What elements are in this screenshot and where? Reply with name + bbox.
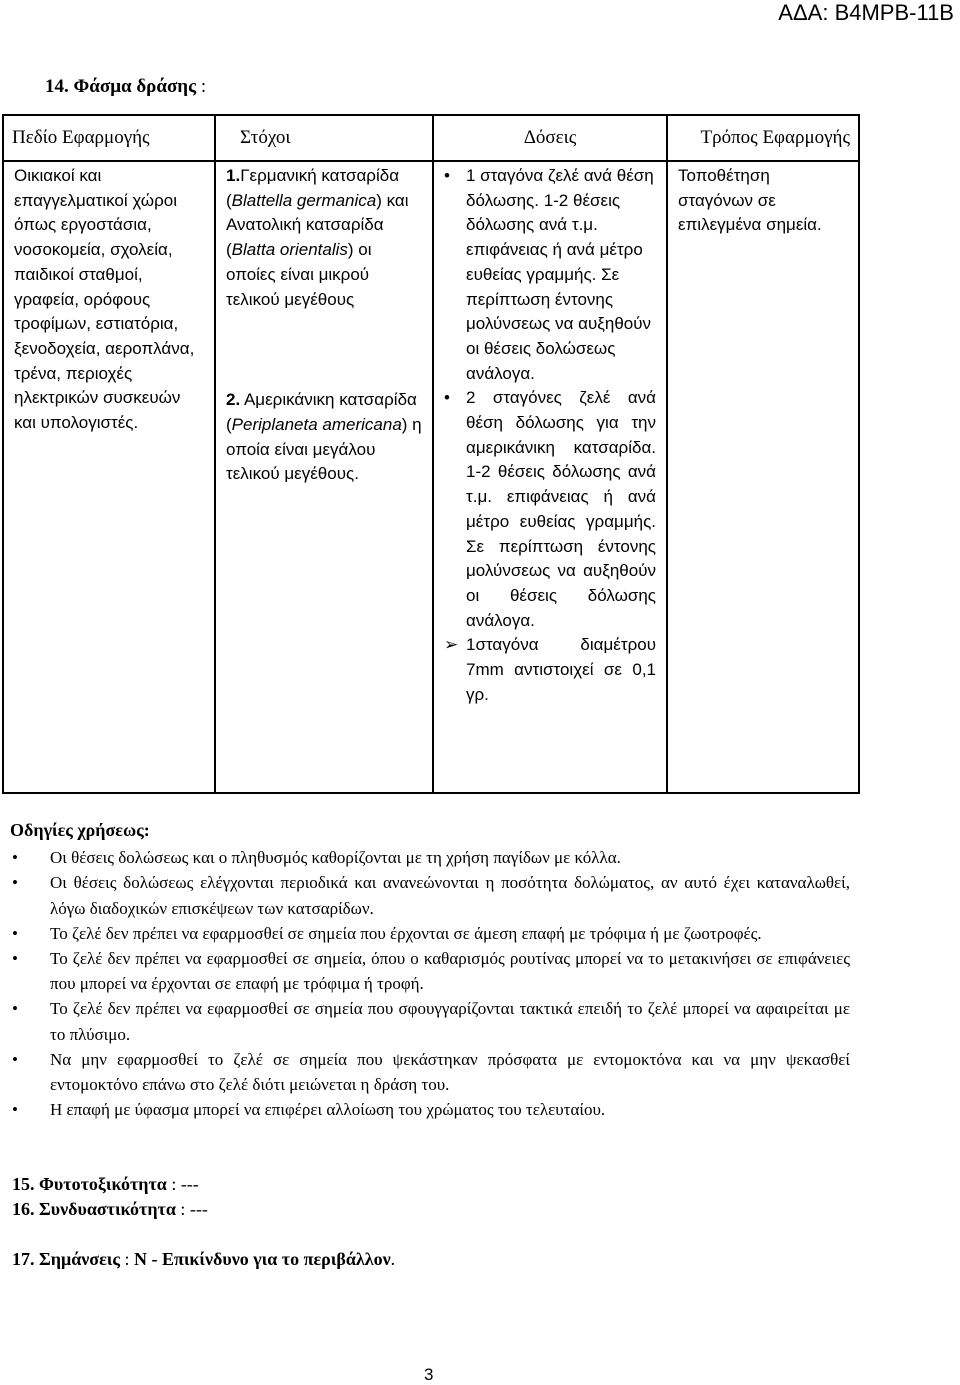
field-text: Οικιακοί και επαγγελματικοί χώροι όπως εργοστάσια, νοσοκομεία, σχολεία, παιδικοί σταθμοί, γραφεία, ορόφους τροφίμων, εστιατόρια, ξενοδοχεία, αεροπλάνα, τρένα, περιοχές ηλεκτρικών συσκευών και υπολογιστές.: [14, 166, 195, 433]
action-spectrum-table: [2, 114, 860, 794]
section-14-number: 14.: [45, 76, 69, 97]
section-14-colon: :: [200, 76, 207, 97]
usage-guidelines: [10, 818, 850, 1122]
list-item: • Η επαφή με ύφασμα μπορεί να επιφέρει αλλοίωση του χρώματος του τελευταίου.: [10, 1097, 850, 1122]
bullet-icon: •: [12, 1100, 18, 1120]
section-16: 16. Συνδυαστικότητα : ---: [12, 1199, 208, 1219]
list-item: • Να μην εφαρμοσθεί το ζελέ σε σημεία που ψεκάστηκαν πρόσφατα με εντομοκτόνα και να μην ψεκασθεί εντομοκτόνο επάνω στο ζελέ διότι μειώνεται η δράση του.: [10, 1047, 850, 1097]
bullet-icon: •: [12, 1049, 18, 1069]
target-1: 1.Γερμανική κατσαρίδα (Blattella germanica) και Ανατολική κατσαρίδα (Blatta orientalis) οι οποίες είναι μικρού τελικού μεγέθους: [226, 166, 409, 309]
header-doses: Δόσεις: [433, 115, 667, 161]
header-method: Τρόπος Εφαρμογής: [667, 115, 859, 161]
bullet-icon: •: [12, 873, 18, 893]
header-targets: Στόχοι: [215, 115, 433, 161]
header-field: Πεδίο Εφαρμογής: [3, 115, 215, 161]
bullet-icon: •: [444, 388, 450, 408]
arrow-bullet-icon: ➢: [444, 635, 459, 655]
targets-cell: [215, 161, 433, 793]
bullet-icon: •: [12, 949, 18, 969]
field-cell: [3, 161, 215, 793]
table-row: [3, 161, 859, 793]
guidelines-list: [10, 845, 850, 1122]
table-header-row: [3, 115, 859, 161]
list-item: • Το ζελέ δεν πρέπει να εφαρμοσθεί σε σημεία, όπου ο καθαρισμός ρουτίνας μπορεί να το μετακινήσει σε επιφάνειες που μπορεί να έρχονται σε επαφή με τρόφιμα ή τροφή.: [10, 946, 850, 996]
bullet-icon: •: [444, 166, 450, 185]
section-15: 15. Φυτοτοξικότητα : ---: [12, 1174, 199, 1194]
dose-item-3: ➢ 1σταγόνα διαμέτρου 7mm αντιστοιχεί σε 0,1 γρ.: [444, 635, 656, 704]
dose-item-1: • 1 σταγόνα ζελέ ανά θέση δόλωσης. 1-2 θέσεις δόλωσης ανά τ.μ. επιφάνειας ή ανά μέτρο ευθείας γραμμής. Σε περίπτωση έντονης μολύνσεως να αυξηθούν οι θέσεις δολώσεως ανάλογα.: [444, 166, 654, 383]
bottom-sections: [12, 1172, 395, 1272]
section-14-title: Φάσμα δράσης: [73, 76, 197, 97]
method-text: Τοποθέτηση σταγόνων σε επιλεγμένα σημεία.: [678, 166, 822, 235]
section-14-heading: [45, 76, 206, 98]
list-item: • Το ζελέ δεν πρέπει να εφαρμοσθεί σε σημεία που σφουγγαρίζονται τακτικά επειδή το ζελέ μπορεί να αφαιρείται με το πλύσιμο.: [10, 996, 850, 1046]
target-2: 2. Αμερικάνικη κατσαρίδα (Periplaneta americana) η οποία είναι μεγάλου τελικού μεγέθους.: [226, 390, 422, 484]
list-item: • Οι θέσεις δολώσεως ελέγχονται περιοδικά και ανανεώνονται η ποσότητα δολώματος, αν αυτό έχει καταναλωθεί, λόγω διαδοχικών επισκέψεων των κατσαρίδων.: [10, 870, 850, 920]
guidelines-title: Οδηγίες χρήσεως:: [10, 820, 150, 840]
bullet-icon: •: [12, 923, 18, 943]
list-item: • Οι θέσεις δολώσεως και ο πληθυσμός καθορίζονται με τη χρήση παγίδων με κόλλα.: [10, 845, 850, 870]
method-cell: [667, 161, 859, 793]
dose-item-2: • 2 σταγόνες ζελέ ανά θέση δόλωσης για την αμερικάνικη κατσαρίδα. 1-2 θέσεις δόλωσης ανά τ.μ. επιφάνειας ή ανά μέτρο ευθείας γραμμής. Σε περίπτωση έντονης μολύνσεως να αυξηθούν οι θέσεις δόλωσης ανάλογα.: [444, 388, 656, 630]
page-number: 3: [424, 1365, 434, 1384]
section-17: 17. Σημάνσεις : Ν - Επικίνδυνο για το περιβάλλον.: [12, 1249, 396, 1269]
list-item: • Το ζελέ δεν πρέπει να εφαρμοσθεί σε σημεία που έρχονται σε άμεση επαφή με τρόφιμα ή με ζωοτροφές.: [10, 921, 850, 946]
doses-cell: [433, 161, 667, 793]
bullet-icon: •: [12, 848, 18, 868]
bullet-icon: •: [12, 999, 18, 1019]
ada-code: ΑΔΑ: Β4ΜΡΒ-11Β: [778, 0, 954, 25]
